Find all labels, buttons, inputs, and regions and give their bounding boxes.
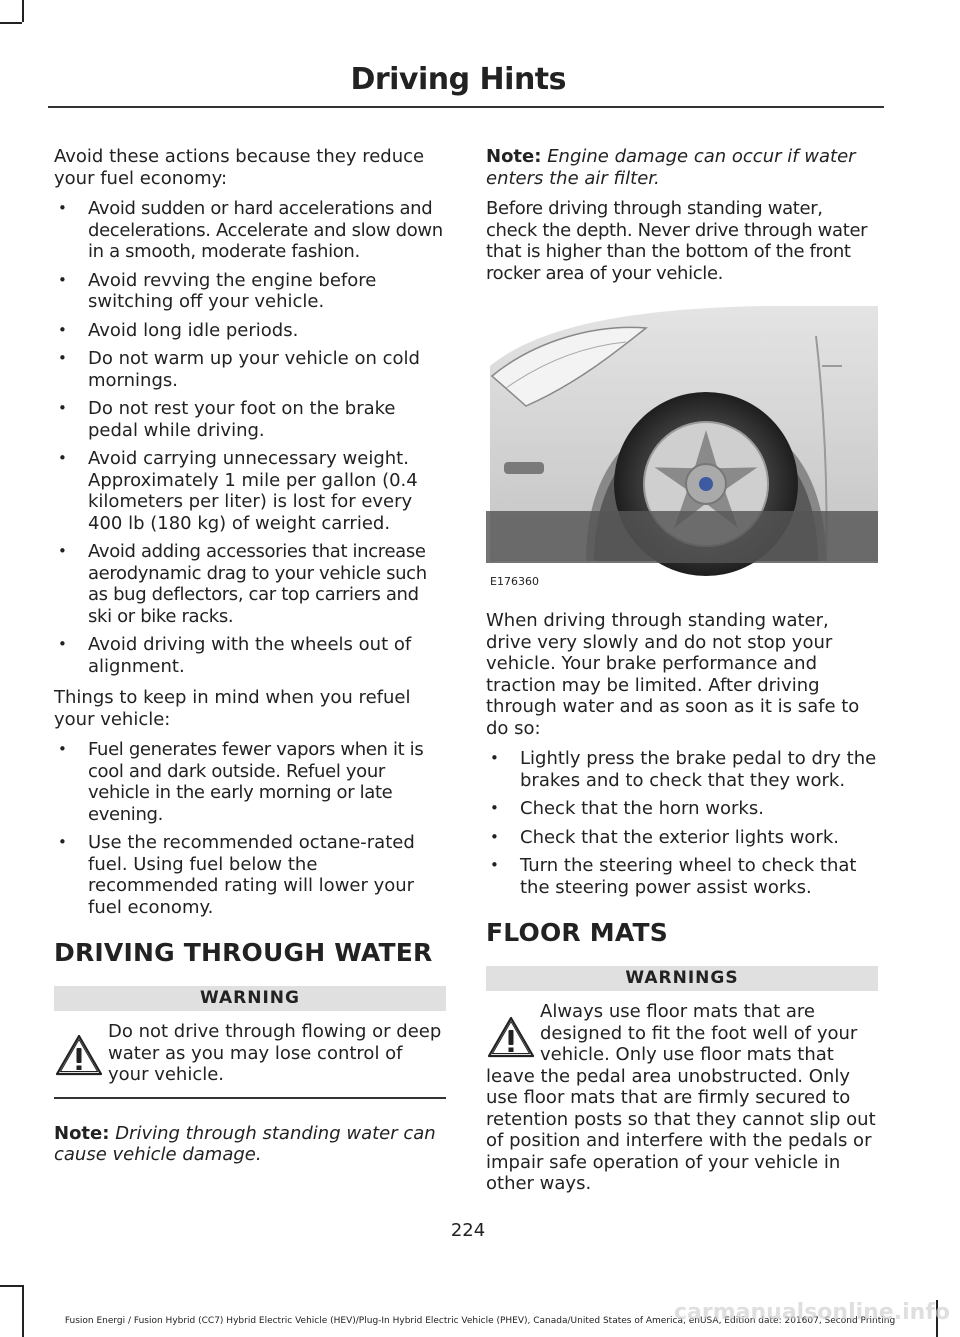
- list-item: • Do not warm up your vehicle on cold mornings.: [54, 348, 446, 391]
- warning-text: Always use floor mats that are designed to fit the foot well of your vehicle. Only use floor mats that: [540, 1001, 858, 1065]
- list-item: • Fuel generates fewer vapors when it is cool and dark outside. Refuel your vehicle in the early morning or late evening.: [54, 739, 446, 825]
- list-item: • Avoid adding accessories that increase aerodynamic drag to your vehicle such as bug deflectors, car top carriers and ski or bike racks.: [54, 541, 446, 627]
- crop-mark: [0, 1285, 22, 1287]
- list-item: • Use the recommended octane-rated fuel. Using fuel below the recommended rating will lower your fuel economy.: [54, 832, 446, 918]
- list-item: • Avoid sudden or hard accelerations and decelerations. Accelerate and slow down in a smooth, moderate fashion.: [54, 198, 446, 263]
- crop-mark: [0, 22, 22, 24]
- list-item: • Do not rest your foot on the brake pedal while driving.: [54, 398, 446, 441]
- right-column: [486, 146, 878, 1195]
- list-item: • Avoid revving the engine before switching off your vehicle.: [54, 270, 446, 313]
- refuel-list: [54, 739, 446, 918]
- figure-code: E176360: [490, 574, 539, 588]
- after-water-list: [486, 748, 878, 898]
- warning-triangle-icon: [54, 1033, 104, 1077]
- section-heading-floor-mats: FLOOR MATS: [486, 918, 668, 947]
- warning-text-continued: leave the pedal area unobstructed. Only use floor mats that are firmly secured to retention posts so that they cannot slip out of position and interfere with the pedals or impair safe operation of your vehicle in other ways.: [486, 1065, 876, 1194]
- page-title: Driving Hints: [350, 62, 566, 97]
- list-item: • Check that the horn works.: [486, 798, 878, 820]
- intro-paragraph: Avoid these actions because they reduce your fuel economy:: [54, 146, 425, 189]
- watermark: carmanualsonline.info: [674, 1300, 950, 1325]
- warning-box: [486, 1001, 878, 1195]
- list-item: • Avoid driving with the wheels out of alignment.: [54, 634, 446, 677]
- depth-paragraph: Before driving through standing water, check the depth. Never drive through water that is higher than the bottom of the front rocker area of your vehicle.: [486, 198, 868, 284]
- warning-text: Do not drive through flowing or deep water as you may lose control of your vehicle.: [108, 1021, 442, 1085]
- list-item: • Avoid carrying unnecessary weight. Approximately 1 mile per gallon (0.4 kilometers per liter) is lost for every 400 lb (180 kg) of weight carried.: [54, 448, 446, 534]
- vehicle-wheel-icon: [486, 306, 878, 596]
- crop-mark: [22, 1285, 24, 1337]
- note-paragraph: [486, 146, 878, 189]
- warnings-label: WARNINGS: [486, 966, 878, 992]
- after-water-paragraph: When driving through standing water, drive very slowly and do not stop your vehicle. Your brake performance and traction may be limited. After driving through water and as soon as it is safe to do so:: [486, 610, 860, 739]
- note-text: Engine damage can occur if water enters the air filter.: [486, 146, 856, 189]
- warning-triangle-icon: [486, 1015, 536, 1059]
- header-divider: [48, 106, 884, 108]
- note-paragraph: [54, 1123, 446, 1166]
- fuel-economy-list: [54, 198, 446, 677]
- list-item: • Avoid long idle periods.: [54, 320, 446, 342]
- list-item: • Lightly press the brake pedal to dry the brakes and to check that they work.: [486, 748, 878, 791]
- footer-text: Fusion Energi / Fusion Hybrid (CC7) Hybrid Electric Vehicle (HEV)/Plug-In Hybrid Electric Vehicle (PHEV), Canada/United States of America, enUSA, Edition date: 201607, Second Printing: [64, 1316, 896, 1326]
- refuel-paragraph: Things to keep in mind when you refuel your vehicle:: [54, 687, 411, 730]
- warning-label: WARNING: [54, 986, 446, 1012]
- vehicle-water-illustration: [486, 306, 878, 596]
- left-column: [54, 146, 446, 1175]
- note-label: Note:: [54, 1122, 110, 1144]
- list-item: • Check that the exterior lights work.: [486, 827, 878, 849]
- crop-mark: [22, 0, 24, 22]
- note-text: Driving through standing water can cause vehicle damage.: [54, 1122, 436, 1165]
- list-item: • Turn the steering wheel to check that the steering power assist works.: [486, 855, 878, 898]
- warning-divider: [54, 1097, 446, 1099]
- note-label: Note:: [486, 146, 542, 167]
- page-number: 224: [450, 1220, 486, 1241]
- section-heading-driving-through-water: DRIVING THROUGH WATER: [54, 938, 433, 967]
- warning-box: [54, 1021, 446, 1087]
